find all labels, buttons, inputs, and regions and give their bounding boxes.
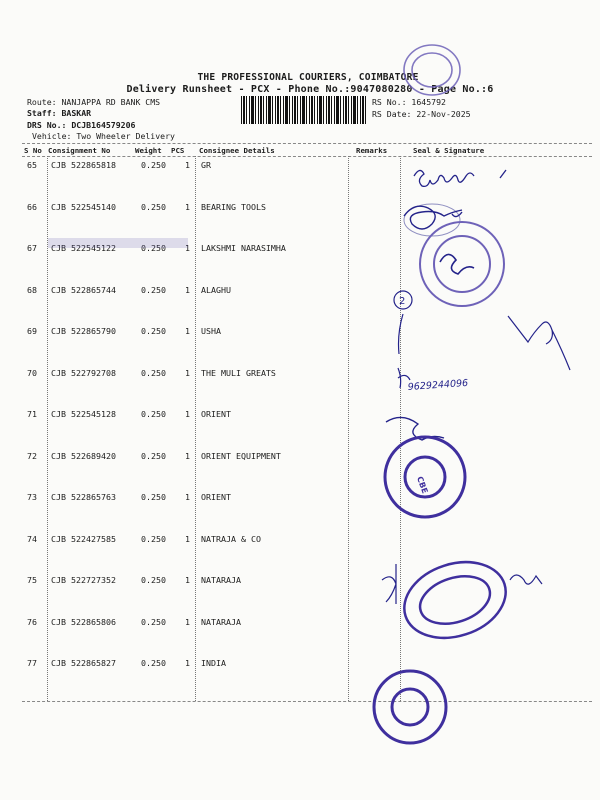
row-consignment-no: CJB 522545122 — [51, 243, 116, 253]
col-consignment: Consignment No — [48, 146, 111, 155]
signature-65 — [414, 170, 506, 186]
header-top-rule — [22, 143, 592, 144]
table-row — [0, 243, 600, 255]
row-consignee: NATARAJA — [201, 575, 241, 585]
header-bottom-rule — [22, 156, 592, 157]
table-row — [0, 160, 600, 172]
row-weight: 0.250 — [141, 492, 166, 502]
table-row — [0, 326, 600, 338]
row-pcs: 1 — [185, 201, 190, 212]
row-pcs: 1 — [185, 243, 190, 253]
row-consignee: BEARING TOOLS — [201, 201, 266, 212]
table-row — [0, 617, 600, 629]
rs-date: RS Date: 22-Nov-2025 — [372, 109, 471, 119]
row-consignee: ORIENT — [201, 409, 231, 419]
row-consignee: GR — [201, 160, 211, 170]
row-pcs: 1 — [185, 284, 190, 295]
india-stamp — [374, 671, 446, 743]
row-weight: 0.250 — [141, 367, 166, 378]
row-pcs: 1 — [185, 533, 190, 544]
row-sno: 71 — [27, 409, 37, 419]
row-pcs: 1 — [185, 160, 190, 170]
row-consignee: THE MULI GREATS — [201, 367, 276, 378]
row-consignment-no: CJB 522727352 — [51, 575, 116, 585]
table-row — [0, 202, 600, 214]
note-69: 2 — [399, 296, 406, 307]
row-weight: 0.250 — [141, 243, 166, 253]
table-row — [0, 451, 600, 463]
row-consignee: INDIA — [201, 658, 226, 668]
row-pcs: 1 — [185, 616, 190, 627]
table-row — [0, 285, 600, 297]
row-consignment-no: CJB 522545140 — [51, 201, 116, 212]
row-weight: 0.250 — [141, 284, 166, 295]
staff: Staff: BASKAR — [27, 108, 92, 118]
row-sno: 76 — [27, 616, 37, 627]
row-consignment-no: CJB 522689420 — [51, 450, 116, 461]
col-remarks: Remarks — [356, 146, 388, 155]
row-consignee: NATRAJA & CO — [201, 533, 261, 544]
col-sno: S No — [24, 146, 42, 155]
table-row — [0, 658, 600, 670]
row-weight: 0.250 — [141, 450, 166, 461]
runsheet-title: Delivery Runsheet - PCX - Phone No.:9047080280 - Page No.:6 — [126, 84, 494, 95]
row-consignment-no: CJB 522792708 — [51, 367, 116, 378]
row-sno: 74 — [27, 533, 37, 544]
row-consignment-no: CJB 522427585 — [51, 533, 116, 544]
row-weight: 0.250 — [141, 616, 166, 627]
table-row — [0, 534, 600, 546]
row-sno: 69 — [27, 326, 37, 336]
row-sno: 70 — [27, 367, 37, 378]
row-weight: 0.250 — [141, 160, 166, 170]
row-consignee: LAKSHMI NARASIMHA — [201, 243, 286, 253]
phone-70: 9629244096 — [407, 377, 469, 393]
col-pcs: PCS — [171, 146, 185, 155]
nataraja-stamp — [394, 550, 515, 651]
row-consignment-no: CJB 522865763 — [51, 492, 116, 502]
col-consignee: Consignee Details — [199, 146, 275, 155]
row-sno: 73 — [27, 492, 37, 502]
row-sno: 77 — [27, 658, 37, 668]
row-consignment-no: CJB 522865790 — [51, 326, 116, 336]
row-weight: 0.250 — [141, 409, 166, 419]
row-sno: 68 — [27, 284, 37, 295]
table-row — [0, 409, 600, 421]
col-seal: Seal & Signature — [413, 146, 485, 155]
row-weight: 0.250 — [141, 326, 166, 336]
row-consignee: NATARAJA — [201, 616, 241, 627]
row-weight: 0.250 — [141, 575, 166, 585]
row-consignee: ALAGHU — [201, 284, 231, 295]
col-weight: Weight — [135, 146, 162, 155]
row-weight: 0.250 — [141, 658, 166, 668]
row-consignment-no: CJB 522865818 — [51, 160, 116, 170]
row-consignee: ORIENT — [201, 492, 231, 502]
row-pcs: 1 — [185, 409, 190, 419]
table-row — [0, 368, 600, 380]
table-row — [0, 575, 600, 587]
row-pcs: 1 — [185, 326, 190, 336]
row-pcs: 1 — [185, 575, 190, 585]
drs-number: DRS No.: DCJB164579206 — [27, 120, 136, 130]
row-sno: 67 — [27, 243, 37, 253]
orient-stamp — [385, 437, 465, 517]
row-pcs: 1 — [185, 450, 190, 461]
row-consignment-no: CJB 522865806 — [51, 616, 116, 627]
row-pcs: 1 — [185, 658, 190, 668]
table-bottom-rule — [22, 701, 592, 702]
svg-text:CBE: CBE — [414, 475, 430, 495]
barcode — [241, 96, 367, 124]
route: Route: NANJAPPA RD BANK CMS — [27, 97, 161, 107]
row-pcs: 1 — [185, 492, 190, 502]
row-consignment-no: CJB 522545128 — [51, 409, 116, 419]
row-sno: 75 — [27, 575, 37, 585]
row-weight: 0.250 — [141, 201, 166, 212]
row-sno: 66 — [27, 201, 37, 212]
row-weight: 0.250 — [141, 533, 166, 544]
row-sno: 65 — [27, 160, 37, 170]
row-sno: 72 — [27, 450, 37, 461]
row-consignee: ORIENT EQUIPMENT — [201, 450, 281, 461]
row-consignee: USHA — [201, 326, 221, 336]
vehicle: Vehicle: Two Wheeler Delivery — [32, 131, 175, 141]
table-row — [0, 492, 600, 504]
row-consignment-no: CJB 522865744 — [51, 284, 116, 295]
company-name: THE PROFESSIONAL COURIERS, COIMBATORE — [197, 72, 419, 83]
row-consignment-no: CJB 522865827 — [51, 658, 116, 668]
rs-number: RS No.: 1645792 — [372, 97, 446, 107]
row-pcs: 1 — [185, 367, 190, 378]
